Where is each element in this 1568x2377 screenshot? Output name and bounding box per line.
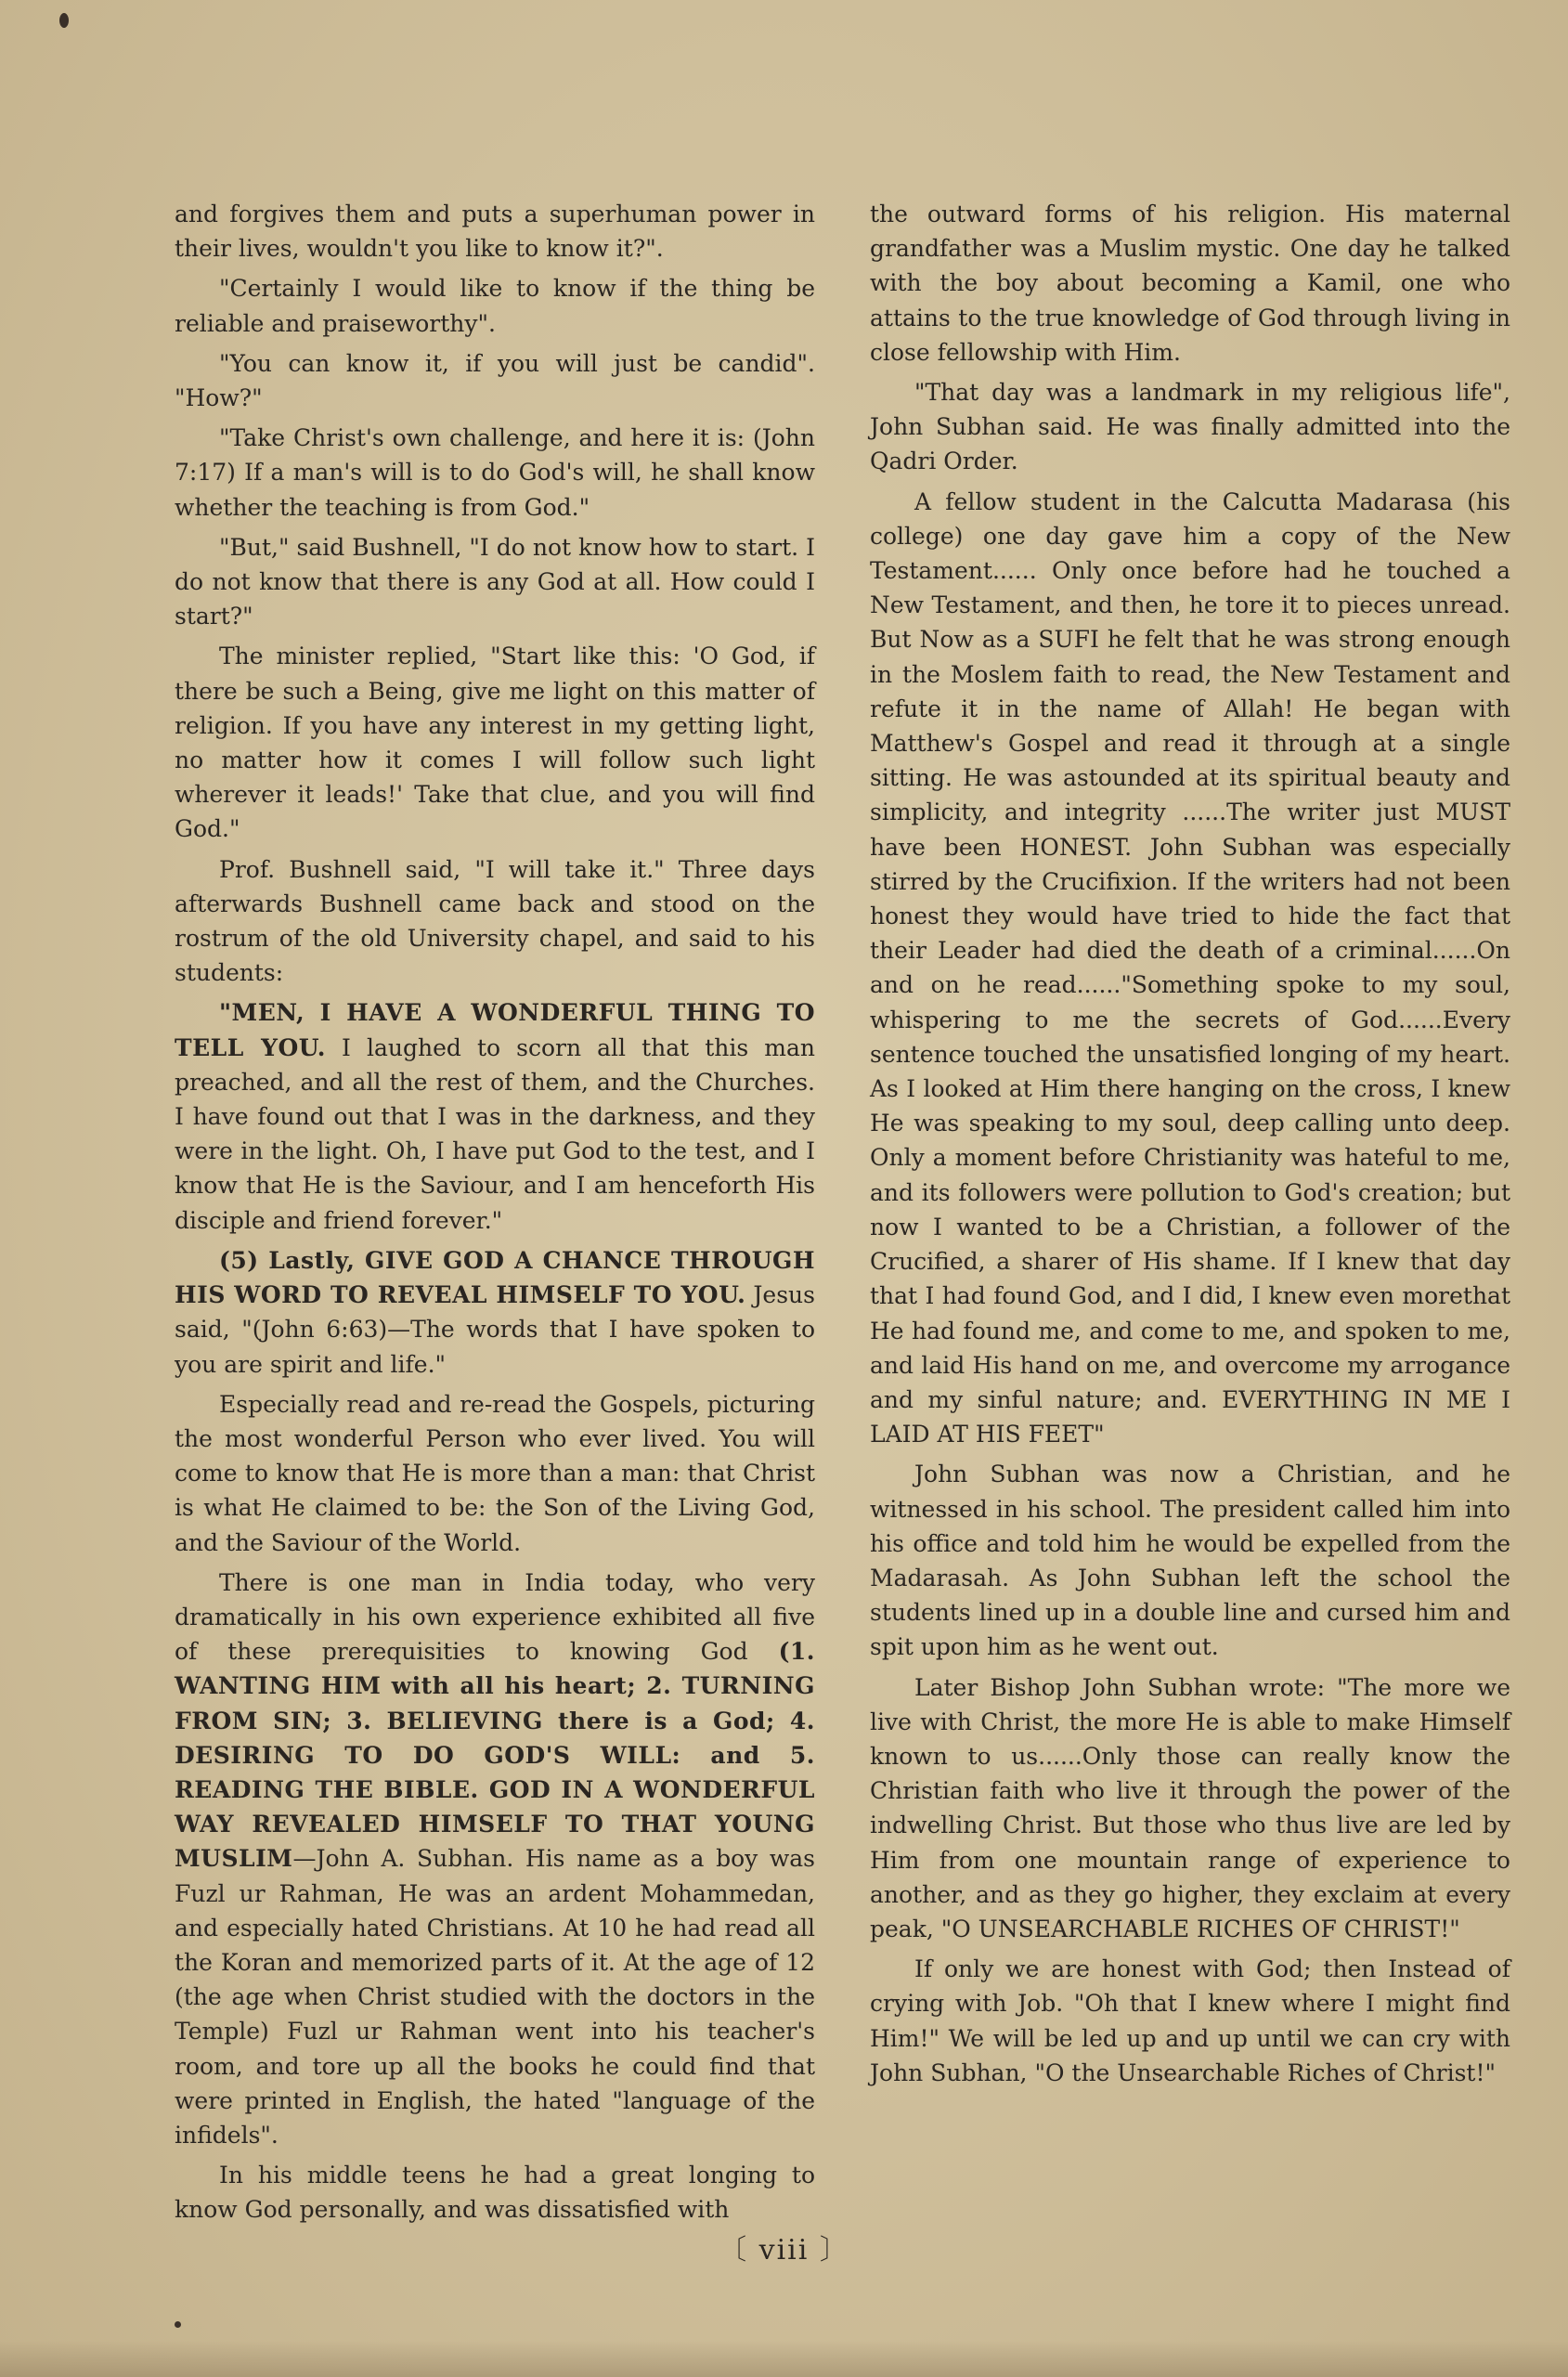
paragraph: A fellow student in the Calcutta Madarasa (his college) one day gave him a copy of the New Testament...... Only once before had he touched a New Testament, and then, he tore it to pieces unread. But Now as a SUFI he felt that he was strong enough in the Moslem faith to read, the New Testament and refute it in the name of Allah! He began with Matthew's Gospel and read it through at a single sitting. He was astounded at its spiritual beauty and simplicity, and integrity ......The writer just MUST have been HONEST. John Subhan was especially stirred by the Crucifixion. If the writers had not been honest they would have tried to hide the fact that their Leader had died the death of a criminal......On and on he read......"Something spoke to my soul, whispering to me the secrets of God......Every sentence touched the unsatisfied longing of my heart. As I looked at Him there hanging on the cross, I knew He was speaking to my soul, deep calling unto deep. Only a moment before Christianity was hateful to me, and its followers were pollution to God's creation; but now I wanted to be a Christian, a follower of the Crucified, a sharer of His shame. If I knew that day that I had found God, and I did, I knew even morethat He had found me, and come to me, and spoken to me, and laid His hand on me, and overcome my arrogance and my sinful nature; and. EVERYTHING IN ME I LAID AT HIS FEET" <box>870 487 1510 1448</box>
paragraph: "But," said Bushnell, "I do not know how to start. I do not know that there is any God at all. How could I start?" <box>175 533 815 630</box>
paragraph: John Subhan was now a Christian, and he witnessed in his school. The president called him into his office and told him he would be expelled from the Madarasah. As John Subhan left the school the students lined up in a double line and cursed him and spit upon him as he went out. <box>870 1461 1510 1661</box>
ink-spot <box>175 2321 181 2328</box>
paragraph: Prof. Bushnell said, "I will take it." Three days afterwards Bushnell came back and stood on the rostrum of the old University chapel, and said to his students: <box>175 855 815 987</box>
paragraph <box>175 1243 815 1382</box>
text: There is one man in India today, who very dramatically in his own experience exhibited all five of these prerequisities to knowing God <box>175 1568 815 1666</box>
bold-text: "MEN, I HAVE A WONDERFUL THING TO TELL YOU. <box>175 999 815 1061</box>
text: —John A. Subhan. His name as a boy was Fuzl ur Rahman, He was an ardent Mohammedan, and especially hated Christians. At 10 he had read all the Koran and memorized parts of it. At the age of 12 (the age when Christ studied with the doctors in the Temple) Fuzl ur Rahman went into his teacher's room, and tore up all the books he could find that were printed in English, the hated "language of the infidels". <box>175 1845 815 2149</box>
page-number: 〔 viii 〕 <box>719 2234 849 2267</box>
bold-text: (1. WANTING HIM with all his heart; 2. TURNING FROM SIN; 3. BELIEVING there is a God; 4. DESIRING TO DO GOD'S WILL: and 5. READING THE BIBLE. GOD IN A WONDERFUL WAY REVEALED HIMSELF TO THAT YOUNG MUSLIM <box>175 1638 815 1873</box>
left-column <box>175 197 815 2233</box>
paragraph: "That day was a landmark in my religious life", John Subhan said. He was finally admitted into the Qadri Order. <box>870 379 1510 475</box>
paragraph: "You can know it, if you will just be candid". "How?" <box>175 349 815 412</box>
text: (5) <box>219 1246 269 1274</box>
text: Jesus said, "(John 6:63)—The words that I have spoken to you are spirit and life." <box>175 1281 815 1378</box>
paragraph <box>175 995 815 1237</box>
paragraph <box>175 1565 815 2152</box>
paragraph: In his middle teens he had a great longing to know God personally, and was dissatisfied with <box>175 2162 815 2224</box>
paragraph: If only we are honest with God; then Instead of crying with Job. "Oh that I knew where I might find Him!" We will be led up and up until we can cry with John Subhan, "O the Unsearchable Riches of Christ!" <box>870 1955 1510 2086</box>
text: I laughed to scorn all that this man preached, and all the rest of them, and the Churches. I have found out that I was in the darkness, and they were in the light. Oh, I have put God to the test, and I know that He is the Saviour, and I am henceforth His disciple and friend forever." <box>175 1033 815 1234</box>
right-column <box>870 197 1510 2096</box>
paragraph: The minister replied, "Start like this: 'O God, if there be such a Being, give me light on this matter of religion. If you have any interest in my getting light, no matter how it comes I will follow such light wherever it leads!' Take that clue, and you will find God." <box>175 643 815 843</box>
paragraph: and forgives them and puts a superhuman power in their lives, wouldn't you like to know it?". <box>175 201 815 263</box>
ink-spot <box>59 13 69 28</box>
paragraph: "Take Christ's own challenge, and here it is: (John 7:17) If a man's will is to do God's will, he shall know whether the teaching is from God." <box>175 424 815 521</box>
page-edge <box>0 2340 1568 2377</box>
bold-text: Lastly, GIVE GOD A CHANCE THROUGH HIS WORD TO REVEAL HIMSELF TO YOU. <box>175 1246 815 1309</box>
paragraph: Especially read and re-read the Gospels, picturing the most wonderful Person who ever lived. You will come to know that He is more than a man: that Christ is what He claimed to be: the Son of the Living God, and the Saviour of the World. <box>175 1390 815 1556</box>
paragraph: "Certainly I would like to know if the thing be reliable and praiseworthy". <box>175 275 815 337</box>
paragraph: the outward forms of his religion. His maternal grandfather was a Muslim mystic. One day he talked with the boy about becoming a Kamil, one who attains to the true knowledge of God through living in close fellowship with Him. <box>870 201 1510 366</box>
paragraph: Later Bishop John Subhan wrote: "The more we live with Christ, the more He is able to make Himself known to us......Only those can really know the Christian faith who live it through the power of the indwelling Christ. But those who thus live are led by Him from one mountain range of experience to another, and as they go higher, they exclaim at every peak, "O UNSEARCHABLE RICHES OF CHRIST!" <box>870 1673 1510 1942</box>
